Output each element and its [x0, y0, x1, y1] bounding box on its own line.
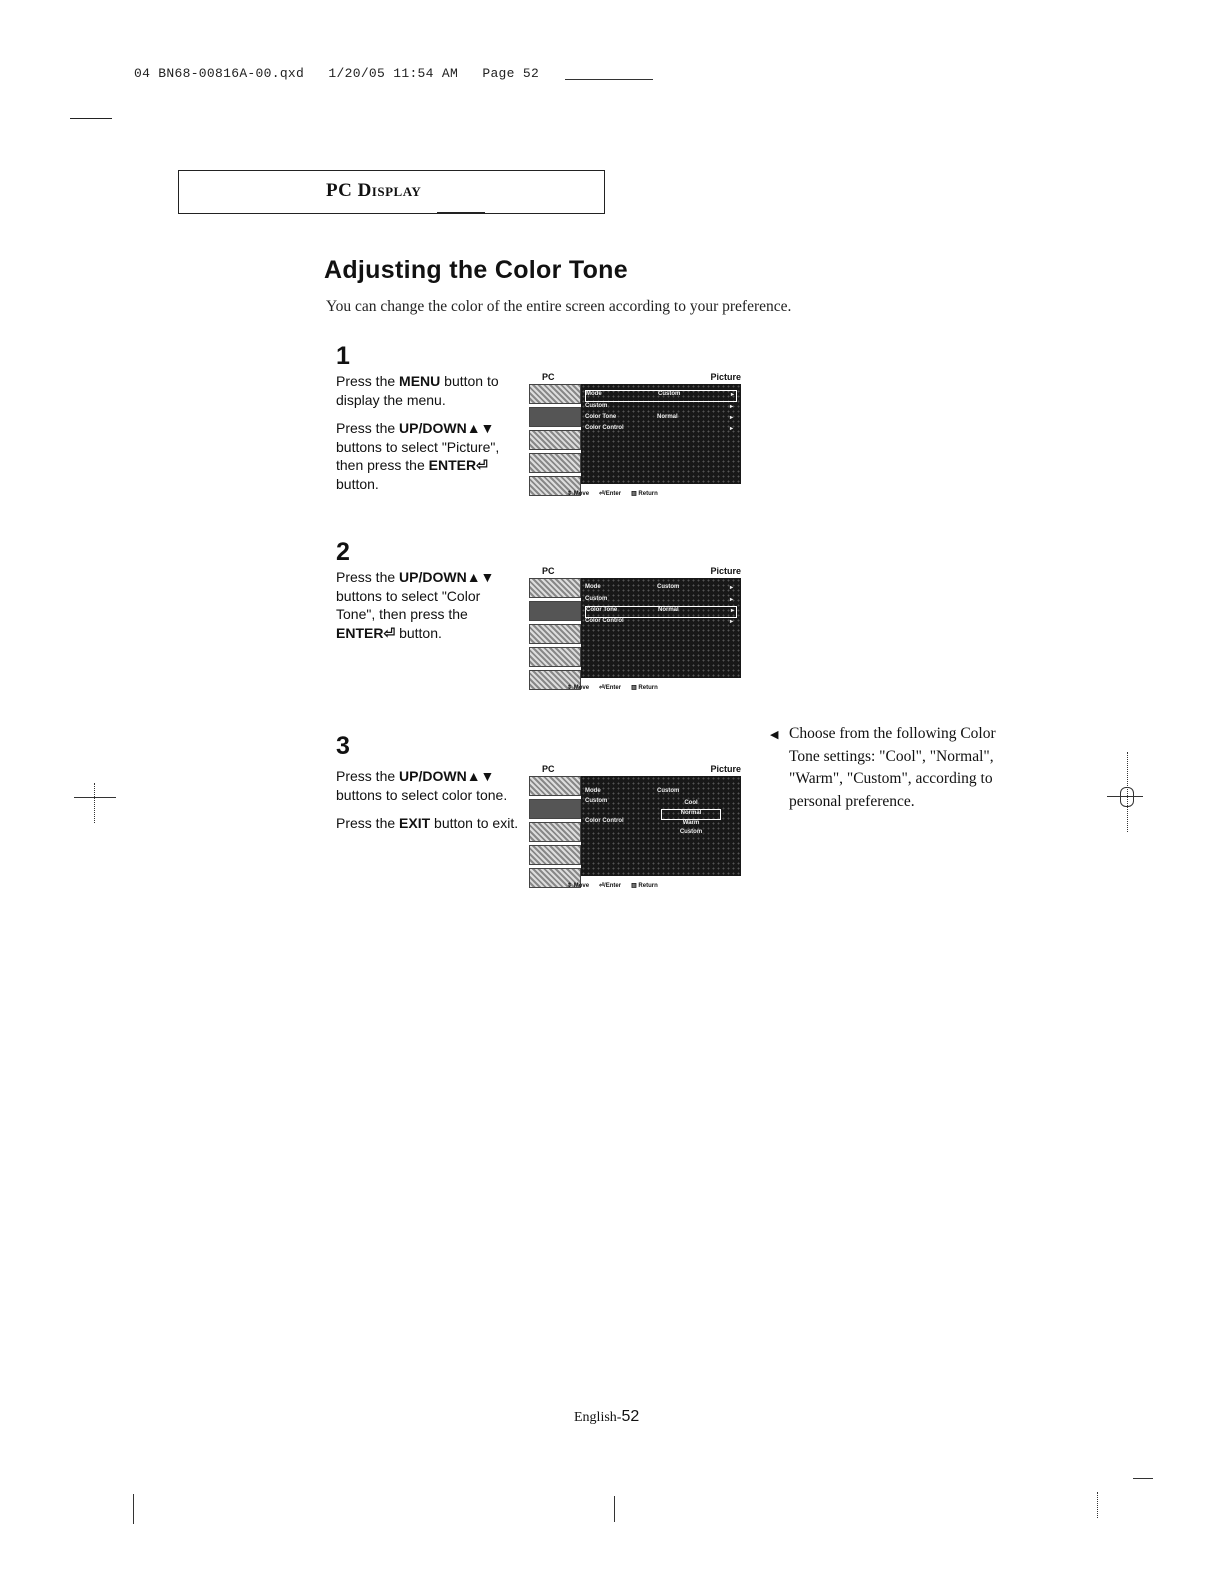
channel-icon	[529, 647, 581, 667]
osd-footer: ⇕ Move ⏎/Enter ▥ Return	[567, 883, 658, 889]
osd-row: Color Tone Normal ▸	[585, 606, 737, 618]
osd-row: Custom	[585, 798, 608, 804]
channel-icon	[529, 453, 581, 473]
osd-source-label: PC	[542, 372, 555, 382]
picture-icon	[529, 601, 581, 621]
osd-menu-title: Picture	[710, 566, 741, 576]
side-note	[772, 723, 999, 813]
step-instructions: Press the UP/DOWN▲▼ buttons to select "Color Tone", then press the ENTER⏎ button.	[336, 569, 495, 641]
crop-mark-top-left	[70, 118, 112, 119]
slug-rule	[565, 79, 653, 80]
osd-row: Custom ▸	[585, 403, 733, 410]
section-title: PC Display	[326, 180, 422, 201]
osd-panel	[581, 578, 741, 678]
osd-row: Color Tone Normal ▸	[585, 414, 733, 421]
osd-panel	[581, 776, 741, 876]
osd-panel	[581, 384, 741, 484]
osd-icon-column	[529, 578, 581, 686]
osd-footer: ⇕ Move ⏎/Enter ▥ Return	[567, 491, 658, 497]
sound-icon	[529, 430, 581, 450]
osd-source-label: PC	[542, 764, 555, 774]
input-icon	[529, 578, 581, 598]
color-tone-options	[661, 800, 721, 838]
step-instructions: Press the UP/DOWN▲▼ buttons to select color tone. Press the EXIT button to exit.	[336, 768, 519, 831]
crop-mark-bottom-right-vertical	[1097, 1492, 1098, 1518]
osd-row: Color Control	[585, 818, 624, 824]
crop-mark-left-vertical	[94, 783, 95, 823]
osd-icon-column	[529, 776, 581, 884]
crop-mark-left	[74, 797, 116, 798]
page-number: English-52	[574, 1408, 640, 1425]
channel-icon	[529, 845, 581, 865]
input-icon	[529, 384, 581, 404]
input-icon	[529, 776, 581, 796]
osd-source-label: PC	[542, 566, 555, 576]
option-normal: Normal	[661, 809, 721, 820]
osd-menu-screenshot	[527, 764, 753, 899]
osd-row: Mode Custom	[585, 788, 680, 794]
sound-icon	[529, 624, 581, 644]
crop-mark-bottom-right	[1133, 1478, 1153, 1479]
registration-mark-bottom	[614, 1496, 615, 1522]
picture-icon	[529, 799, 581, 819]
osd-menu-title: Picture	[710, 372, 741, 382]
step-number: 2	[336, 538, 350, 566]
osd-row: Custom ▸	[585, 596, 733, 603]
sound-icon	[529, 822, 581, 842]
picture-icon	[529, 407, 581, 427]
section-underline	[437, 212, 485, 214]
crop-mark-bottom-left	[133, 1494, 134, 1524]
intro-text: You can change the color of the entire screen according to your preference.	[326, 298, 792, 315]
osd-menu-screenshot	[527, 566, 753, 701]
left-triangle-icon: ◀	[770, 729, 779, 741]
registration-circle-icon	[1120, 787, 1134, 807]
page-title: Adjusting the Color Tone	[324, 256, 628, 284]
osd-row: Mode Custom ▸	[585, 390, 737, 402]
osd-menu-screenshot	[527, 372, 753, 507]
step-number: 1	[336, 342, 350, 370]
option-warm: Warm	[682, 820, 700, 826]
step-number: 3	[336, 732, 350, 760]
osd-row: Mode Custom ▸	[585, 584, 733, 591]
osd-icon-column	[529, 384, 581, 492]
option-cool: Cool	[684, 800, 698, 806]
osd-row: Color Control ▸	[585, 618, 733, 625]
osd-menu-title: Picture	[710, 764, 741, 774]
side-note-text: Choose from the following Color Tone settings: "Cool", "Normal", "Warm", "Custom", according to personal preference.	[789, 725, 996, 810]
print-slug: 04 BN68-00816A-00.qxd 1/20/05 11:54 AM Page 52	[134, 66, 540, 81]
step-instructions: Press the MENU button to display the menu. Press the UP/DOWN▲▼ buttons to select "Picture", then press the ENTER⏎ button.	[336, 373, 500, 492]
option-custom: Custom	[679, 829, 703, 835]
osd-row: Color Control ▸	[585, 425, 733, 432]
osd-footer: ⇕ Move ⏎/Enter ▥ Return	[567, 685, 658, 691]
